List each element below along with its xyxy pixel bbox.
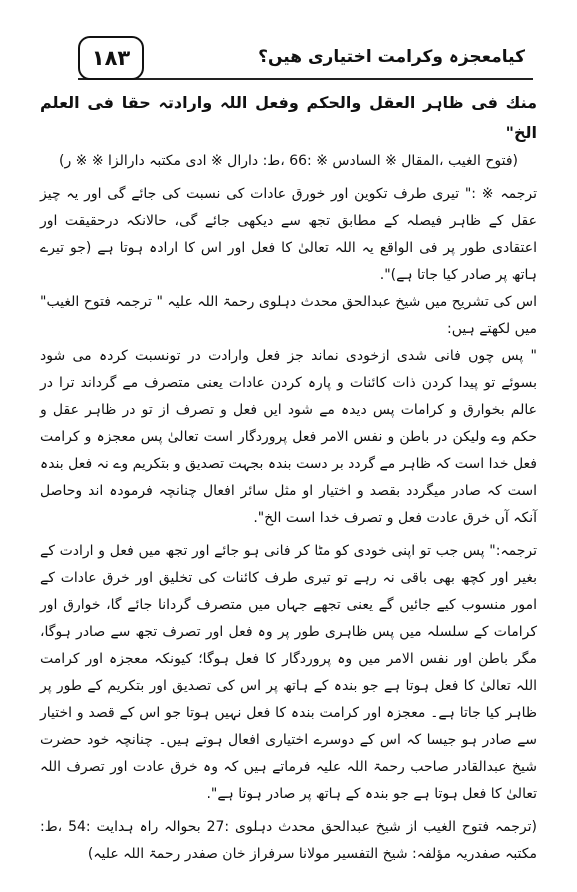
persian-quote-translation: ترجمہ:" پس جب تو اپنی خودی کو مٹا کر فانی ہو جائے اور تجھ میں فعل و ارادت کے بغیر اور کچھ بھی باقی نہ رہے تو تیری طرف کائنات کی تخلیق اور خرق عادات کے امور منسوب کیے جائیں گے یعنی تجھے جہاں میں متصرف گردانا جائے گا، خوارق اور کرامات کے سلسلہ میں پس ظاہری طور پر وہ فعل اور تصرف تجھ سے صادر ہوگا، مگر باطن اور نفس الامر میں وہ پروردگار کا فعل ہوگا؛ کیونکہ معجزہ اور کرامت اللہ تعالیٰ کا فعل ہوتا ہے جو بندہ کے ہاتھ پر اس کی تصدیق اور بتکریم کے طور پر ظاہر کیا جاتا ہے۔ معجزہ اور کرامت بندہ کا فعل نہیں ہوتا جو اس کے قصد و اختیار سے صادر ہو جیسا کہ اس کے دوسرے اختیاری افعال ہوتے ہیں۔ چنانچہ خود حضرت شیخ عبدالقادر صاحب رحمۃ اللہ علیہ فرماتے ہیں کہ وہ خرق عادت اور تصرف اللہ تعالیٰ کا فعل ہوتا ہے جو بندہ کے ہاتھ پر صادر ہوتا ہے". [40,543,537,802]
reference-translation: (ترجمہ فتوح الغیب از شیخ عبدالحق محدث دہلوی :27 بحوالہ راہ ہدایت :54 ،ط: مکتبہ صفدریہ مؤلفہ: شیخ التفسیر مولانا سرفراز خان صفدر رحمۃ اللہ علیہ) [40,819,537,862]
page-number: ١٨٣ [78,36,144,80]
arabic-quote-end: منك فی ظاہر العقل والحکم وفعل اللہ وارادتہ حقا فی العلم الخ" [40,93,537,142]
translation-paragraph: ترجمہ ※ :" تیری طرف تکوین اور خورق عادات کی نسبت کی جائے گی اور یہ چیز عقل کے ظاہر فیصلہ کے مطابق تجھ سے دیکھی جائے گی، حالانکہ درحقیقت اور اعتقادی طور پر فی الواقع یہ اللہ تعالیٰ کا فعل اور اس کا ارادہ ہوتا ہے (جو تیرے ہاتھ پر صادر کیا جاتا ہے)". [40,186,537,283]
page-header [78,34,533,80]
page-body [40,88,537,868]
commentary-intro: اس کی تشریح میں شیخ عبدالحق محدث دہلوی رحمۃ اللہ علیہ " ترجمہ فتوح الغیب" میں لکھتے ہیں: [40,294,537,337]
reference-futuh-al-ghaib: (فتوح الغیب ،المقال ※ السادس ※ :66 ،ط: دارال ※ ادی مکتبہ دارالزا ※ ※ ر) [59,153,518,169]
running-title: کیامعجزہ وکرامت اختیاری ھیں؟ [258,47,525,67]
persian-quote: " پس چوں فانی شدی ازخودی نماند جز فعل وارادت در تونسبت کردہ می شود بسوئے تو پیدا کردن ذات کائنات و پارہ کردن عادات یعنی متصرف مے گرداند ترا در عالم بخوارق و کرامات پس دیدہ مے شود ایں فعل و تصرف از تو در ظاہر عقل و حکم وے ولیکن در باطن و نفس الامر فعل پروردگار است تعالیٰ پس معجزہ و کرامت فعل خدا است کہ ظاہر مے گردد بر دست بندہ بجہت تصدیق و بتکریم وے نہ فعل بندہ است کہ صادر میگردد بقصد و اختیار او مثل سائر افعال چنانچہ فرمودہ اند وحاصل آنکہ آں خرق عادت فعل و تصرف خدا است الخ". [40,348,537,526]
